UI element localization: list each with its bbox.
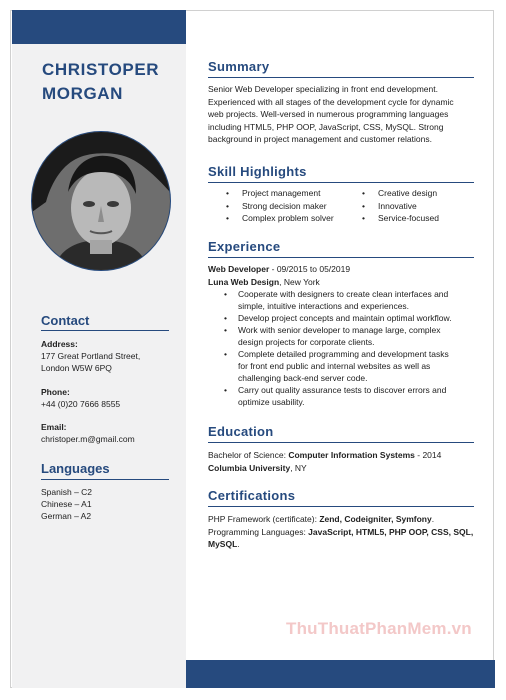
experience-bullet [222,348,476,384]
name-line-2: MORGAN [42,84,124,103]
summary-heading: Summary [208,59,270,74]
bullet-line: optimize usability. [238,397,305,407]
lang-items-cont: MySQL [208,539,238,550]
certifications-divider [208,506,474,507]
skill-item: • Creative design [362,187,482,200]
name-line-1: CHRISTOPER [42,60,160,79]
summary-line: Senior Web Developer specializing in front end development. [208,84,438,94]
contact-email [41,421,181,445]
education-heading: Education [208,424,274,439]
experience-bullet [222,324,476,348]
address-label: Address: [41,339,78,349]
language-item: German – A2 [41,511,92,521]
experience-bullet [222,288,476,312]
cert-suffix: . [431,514,435,524]
candidate-name [42,58,159,106]
job-dates: - 09/2015 to 05/2019 [269,264,351,274]
languages-list [41,486,181,522]
bullet-line: design projects for corporate clients. [238,337,375,347]
address-line-2: London W5W 6PQ [41,363,112,373]
profile-photo [31,131,171,271]
cert-line-3 [208,538,476,551]
lang-suffix: . [237,539,240,550]
skill-item: • Strong decision maker [226,200,356,213]
skill-item: • Project management [226,187,356,200]
company-line [208,276,476,289]
skills-column-2 [362,187,482,225]
summary-line: background in project management and customer relations. [208,134,432,145]
job-title-line [208,263,476,276]
cert-prefix: PHP Framework (certificate): [208,514,320,524]
email-label: Email: [41,422,67,432]
experience-divider [208,257,474,258]
watermark: ThuThuatPhanMem.vn [286,619,472,638]
bullet-line: • Complete detailed programming and development tasks [238,349,449,359]
bullet-line: • Carry out quality assurance tests to discover errors and [238,385,447,395]
contact-address [41,338,181,374]
languages-divider [41,479,169,480]
skill-item: • Innovative [362,200,482,213]
lang-items: JavaScript, HTML5, PHP OOP, CSS, SQL, [308,526,474,537]
language-item: Chinese – A1 [41,499,92,509]
cert-line-1 [208,513,476,526]
contact-divider [41,330,169,331]
certifications-text [208,513,476,551]
school-name: Columbia University [208,462,291,473]
header-accent-bar [12,10,186,44]
summary-line: including HTML5, PHP OOP, JavaScript, CSS, MySQL. Strong [208,121,444,132]
skills-divider [208,182,474,183]
degree-name: Computer Information Systems [288,450,415,460]
school-location: , NY [290,462,307,473]
company-name: Luna Web Design [208,276,280,287]
footer-accent-bar [186,660,495,688]
job-title: Web Developer [208,264,270,274]
degree-year: - 2014 [414,450,442,460]
skills-heading: Skill Highlights [208,164,307,179]
experience-heading: Experience [208,239,281,254]
language-item: Spanish – C2 [41,487,93,497]
summary-divider [208,77,474,78]
certifications-heading: Certifications [208,488,296,503]
summary-text [208,83,476,146]
job-header [208,263,476,288]
bullet-line: • Cooperate with designers to create clean interfaces and [238,289,449,299]
bullet-line: • Work with senior developer to manage large, complex [238,325,441,335]
phone-number: +44 (0)20 7666 8555 [41,399,121,409]
summary-line: Experienced with all stages of the development cycle for dynamic [208,96,454,107]
bullet-line: for front end public and internal websites as well as [238,361,431,371]
cert-line-2 [208,526,476,539]
degree-line [208,449,476,462]
experience-bullet [222,312,476,324]
skill-item: • Service-focused [362,212,482,225]
experience-bullets [222,288,476,408]
email-address: christoper.m@gmail.com [41,434,135,444]
profile-photo-image [32,132,170,270]
cert-items: Zend, Codeigniter, Symfony [319,514,432,524]
experience-bullet [222,384,476,408]
bullet-line: • Develop project concepts and maintain optimal workflow. [238,313,452,323]
contact-phone [41,386,181,410]
lang-prefix: Programming Languages: [208,526,309,537]
phone-label: Phone: [41,387,70,397]
school-line [208,462,476,475]
languages-heading: Languages [41,461,110,476]
degree-prefix: Bachelor of Science: [208,450,289,460]
address-line-1: 177 Great Portland Street, [41,351,141,361]
skill-item: • Complex problem solver [226,212,356,225]
education-text [208,449,476,474]
summary-line: web projects. Well-versed in numerous programming languages [208,109,449,120]
education-divider [208,442,474,443]
bullet-line: challenging back-end server code. [238,373,368,383]
contact-heading: Contact [41,313,90,328]
company-location: , New York [279,276,320,287]
bullet-line: simple, intuitive interactions and experiences. [238,301,410,311]
skills-column-1 [226,187,356,225]
